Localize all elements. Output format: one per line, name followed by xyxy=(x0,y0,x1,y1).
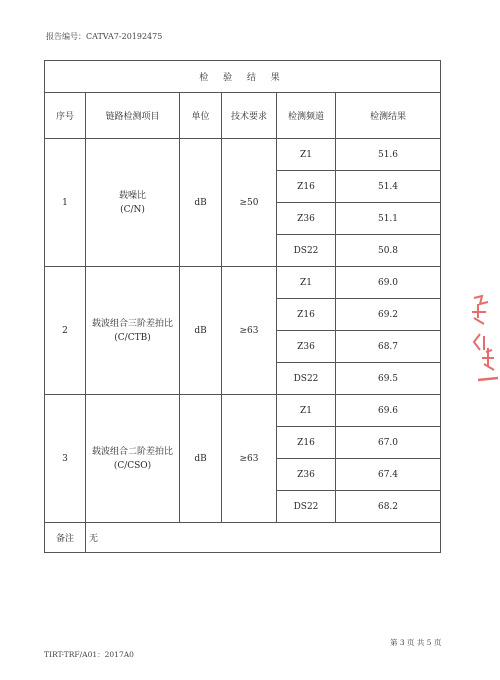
channel-cell: DS22 xyxy=(277,491,336,523)
result-cell: 51.6 xyxy=(336,139,441,171)
requirement-cell: ≥63 xyxy=(222,267,277,395)
report-number: 报告编号：CATVA7-20192475 xyxy=(46,32,163,41)
unit-cell: dB xyxy=(180,267,222,395)
channel-cell: DS22 xyxy=(277,235,336,267)
results-table xyxy=(44,60,441,553)
header-unit: 单位 xyxy=(180,93,222,139)
item-abbr: (C/N) xyxy=(120,204,145,215)
seal-stroke xyxy=(474,334,484,350)
channel-cell: Z16 xyxy=(277,427,336,459)
header-channel: 检测频道 xyxy=(277,93,336,139)
table-header-row xyxy=(45,93,441,139)
item-name: 载波组合三阶差拍比 xyxy=(91,318,173,329)
result-cell: 69.5 xyxy=(336,363,441,395)
channel-cell: Z16 xyxy=(277,171,336,203)
seal-stamp-icon xyxy=(460,290,500,390)
requirement-cell: ≥50 xyxy=(222,139,277,267)
header-item: 链路检测项目 xyxy=(86,93,180,139)
seq-cell: 1 xyxy=(45,139,86,267)
result-cell: 68.7 xyxy=(336,331,441,363)
page-number: 第 3 页 共 5 页 xyxy=(390,638,442,647)
remark-value: 无 xyxy=(86,523,441,553)
channel-cell: Z1 xyxy=(277,139,336,171)
channel-cell: Z1 xyxy=(277,395,336,427)
seal-stroke xyxy=(472,296,488,324)
item-cell xyxy=(86,139,180,267)
channel-cell: Z1 xyxy=(277,267,336,299)
item-name: 载噪比 xyxy=(118,190,146,201)
item-abbr: (C/CTB) xyxy=(114,332,151,343)
result-cell: 69.0 xyxy=(336,267,441,299)
item-cell xyxy=(86,395,180,523)
remark-label: 备注 xyxy=(45,523,86,553)
table-title: 检 验 结 果 xyxy=(45,61,441,93)
result-cell: 68.2 xyxy=(336,491,441,523)
table-row xyxy=(45,395,441,427)
seal-stroke xyxy=(478,378,498,380)
remark-row xyxy=(45,523,441,553)
result-cell: 67.0 xyxy=(336,427,441,459)
channel-cell: DS22 xyxy=(277,363,336,395)
seal-stroke xyxy=(482,348,494,370)
result-cell: 69.2 xyxy=(336,299,441,331)
channel-cell: Z16 xyxy=(277,299,336,331)
channel-cell: Z36 xyxy=(277,459,336,491)
result-cell: 51.1 xyxy=(336,203,441,235)
table-row xyxy=(45,267,441,299)
result-cell: 51.4 xyxy=(336,171,441,203)
channel-cell: Z36 xyxy=(277,331,336,363)
header-seq: 序号 xyxy=(45,93,86,139)
unit-cell: dB xyxy=(180,139,222,267)
seq-cell: 3 xyxy=(45,395,86,523)
seq-cell: 2 xyxy=(45,267,86,395)
result-cell: 50.8 xyxy=(336,235,441,267)
result-cell: 69.6 xyxy=(336,395,441,427)
channel-cell: Z36 xyxy=(277,203,336,235)
item-abbr: (C/CSO) xyxy=(113,460,152,471)
unit-cell: dB xyxy=(180,395,222,523)
form-code: TIRT-TRF/A01：2017A0 xyxy=(44,650,134,659)
table-title-row xyxy=(45,61,441,93)
header-result: 检测结果 xyxy=(336,93,441,139)
result-cell: 67.4 xyxy=(336,459,441,491)
item-name: 载波组合二阶差拍比 xyxy=(91,446,173,457)
item-cell xyxy=(86,267,180,395)
header-requirement: 技术要求 xyxy=(222,93,277,139)
table-row xyxy=(45,139,441,171)
requirement-cell: ≥63 xyxy=(222,395,277,523)
